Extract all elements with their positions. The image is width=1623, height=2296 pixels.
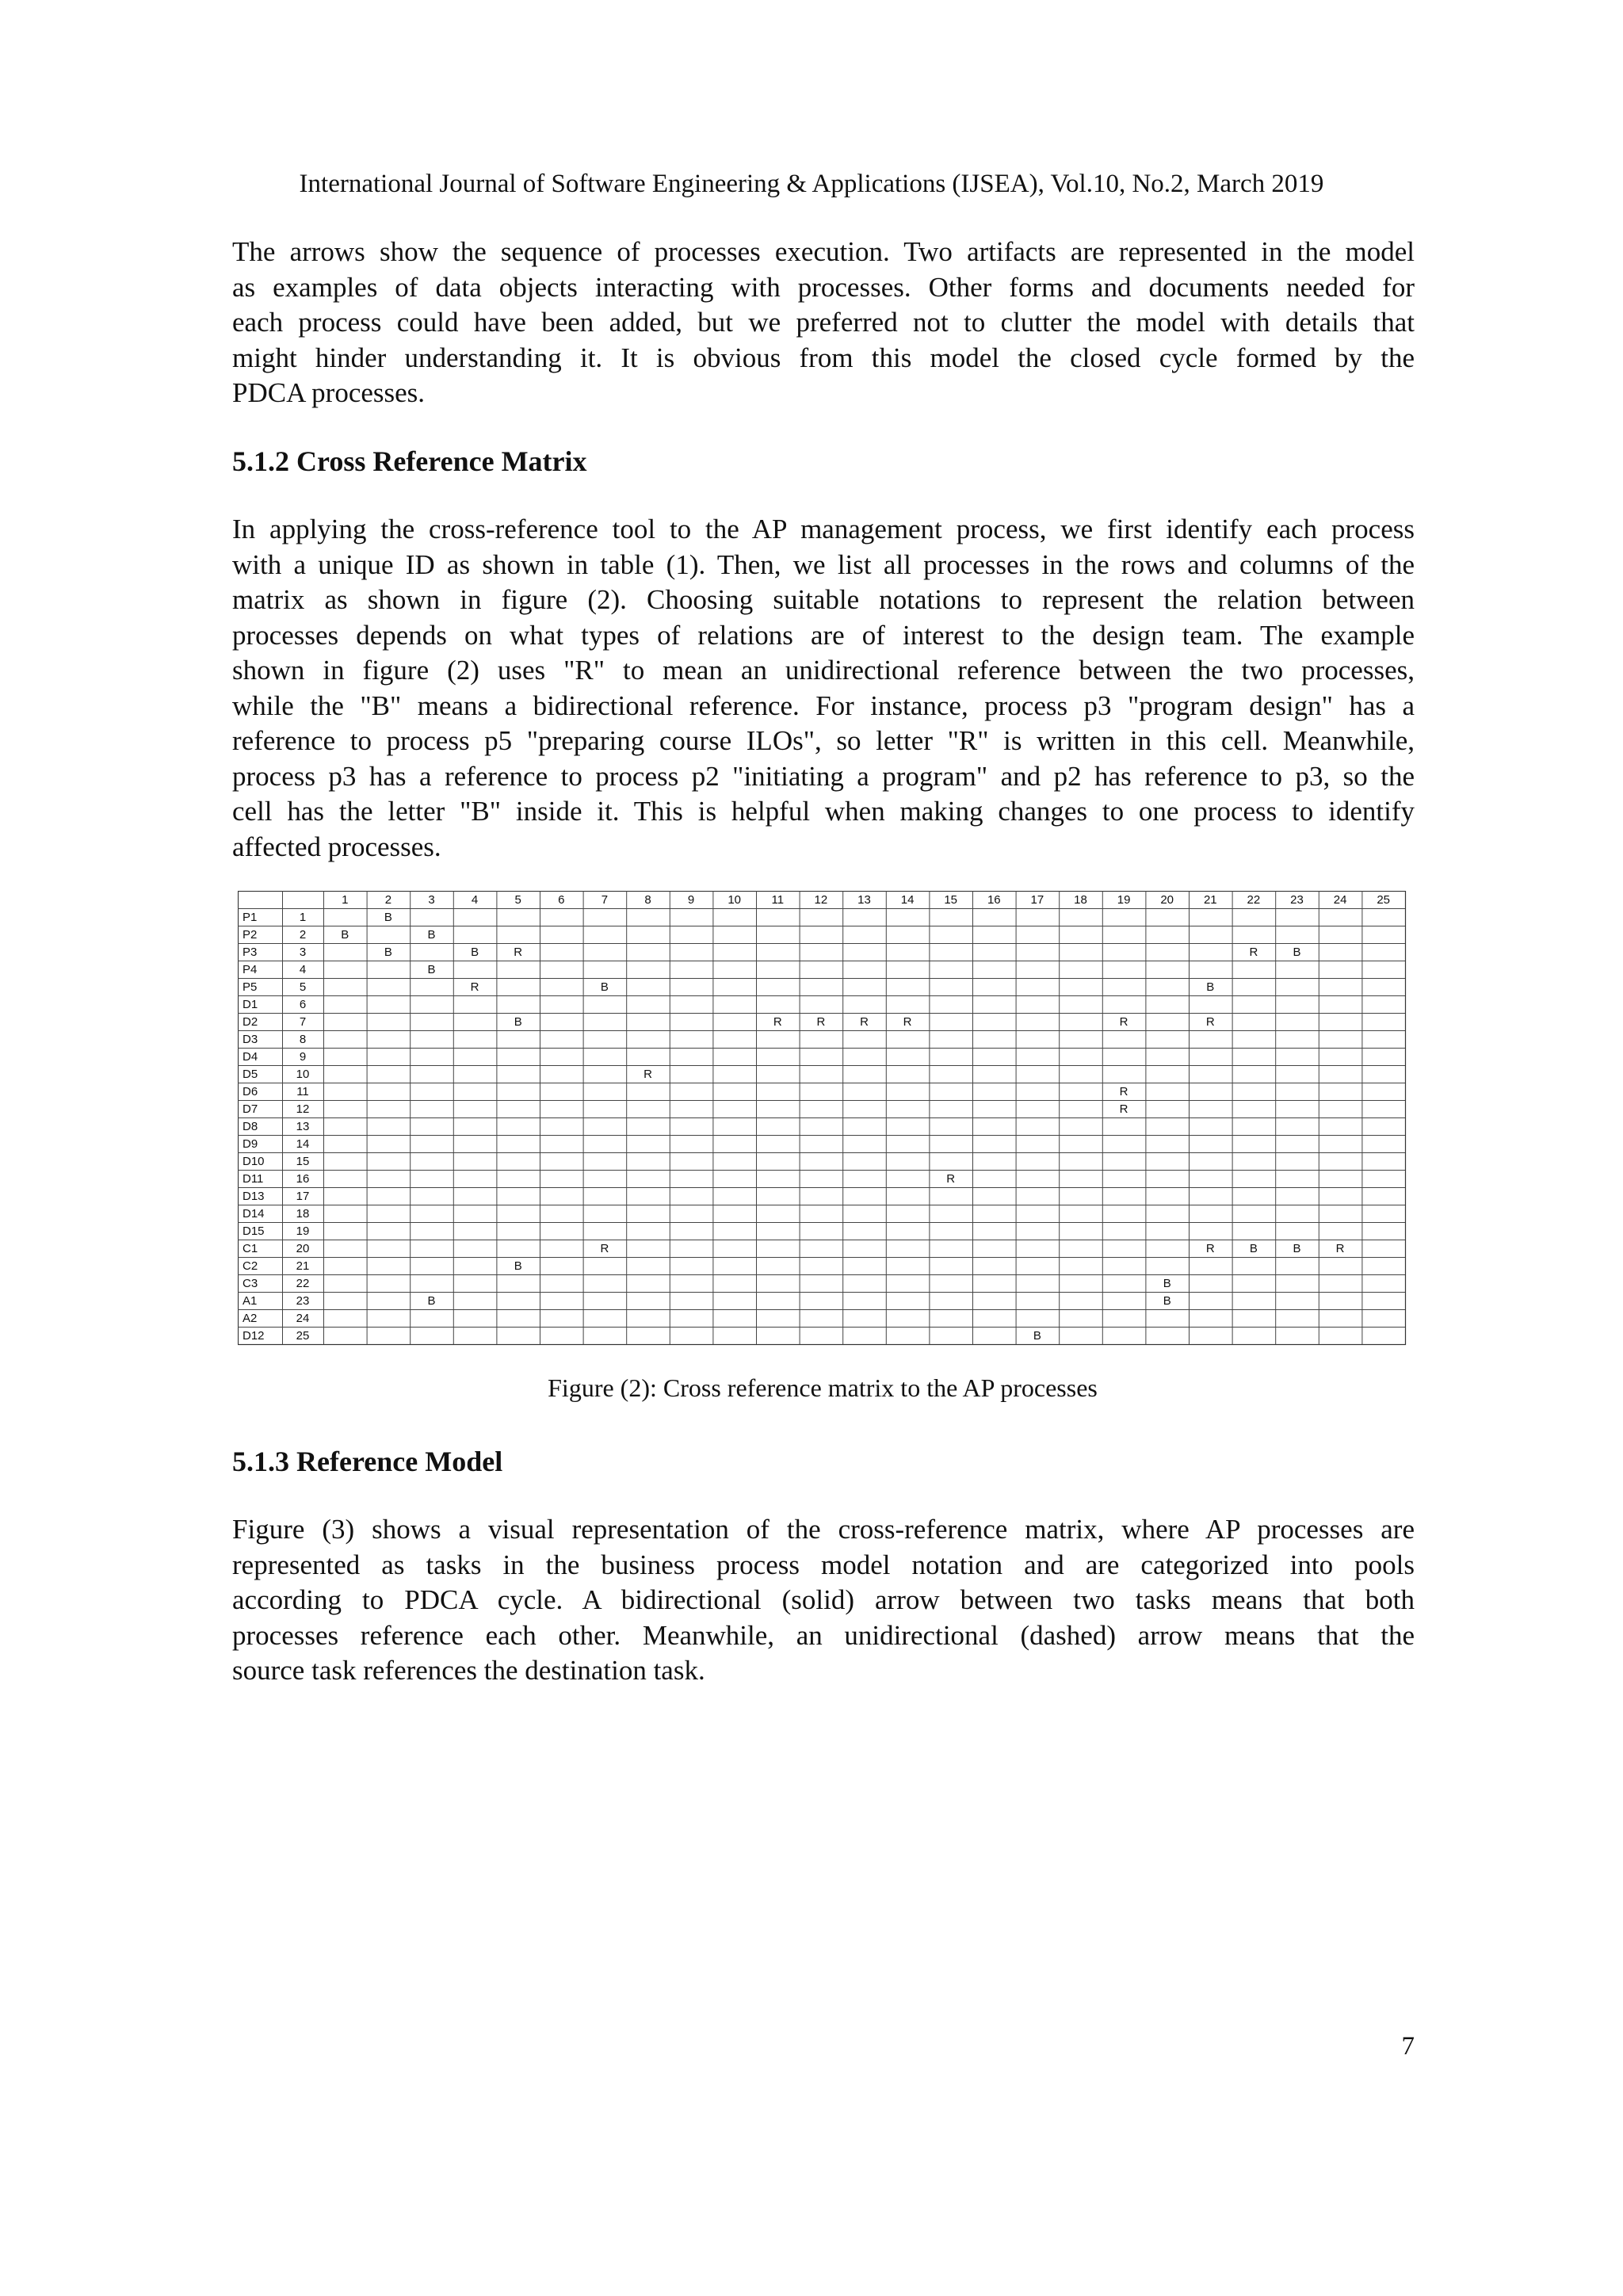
- matrix-cell-mark: R: [643, 1068, 652, 1081]
- row-number-label: 24: [296, 1312, 310, 1325]
- row-id-label: P4: [242, 963, 258, 976]
- row-number-label: 15: [296, 1155, 310, 1168]
- row-number-label: 16: [296, 1172, 310, 1186]
- matrix-cell-mark: R: [946, 1172, 956, 1186]
- column-header: 1: [342, 893, 349, 907]
- row-id-label: D5: [242, 1068, 258, 1081]
- text-line: each process could have been added, but we preferred not to clutter the model with details that: [232, 307, 1415, 338]
- matrix-cell-mark: R: [860, 1015, 869, 1029]
- matrix-cell-mark: R: [1335, 1242, 1345, 1255]
- column-header: 23: [1290, 893, 1304, 907]
- column-header: 14: [900, 893, 915, 907]
- column-header: 20: [1160, 893, 1174, 907]
- row-id-label: D9: [242, 1137, 258, 1151]
- column-header: 16: [987, 893, 1001, 907]
- text-line: as examples of data objects interacting with processes. Other forms and documents needed for: [232, 271, 1415, 303]
- row-id-label: P2: [242, 928, 258, 942]
- row-number-label: 25: [296, 1329, 310, 1343]
- row-number-label: 11: [296, 1085, 309, 1098]
- matrix-cell-mark: B: [471, 946, 479, 959]
- column-header: 21: [1203, 893, 1217, 907]
- row-number-label: 4: [299, 963, 307, 976]
- column-header: 25: [1377, 893, 1391, 907]
- matrix-cell-mark: R: [514, 946, 523, 959]
- matrix-cell-mark: B: [1163, 1277, 1171, 1290]
- matrix-cell-mark: R: [470, 980, 479, 994]
- column-header: 2: [384, 893, 392, 907]
- text-line: PDCA processes.: [232, 377, 426, 408]
- paragraph-arrows: [232, 235, 1415, 411]
- figure-caption: Figure (2): Cross reference matrix to the AP processes: [548, 1373, 1098, 1402]
- row-number-label: 1: [299, 911, 307, 924]
- matrix-cell-mark: R: [903, 1015, 912, 1029]
- row-id-label: P3: [242, 946, 258, 959]
- row-number-label: 18: [296, 1207, 310, 1221]
- column-header: 4: [471, 893, 479, 907]
- text-line: shown in figure (2) uses "R" to mean an unidirectional reference between the two processes,: [232, 655, 1415, 686]
- column-header: 7: [601, 893, 609, 907]
- column-header: 10: [727, 893, 742, 907]
- row-id-label: A1: [242, 1294, 258, 1308]
- row-number-label: 2: [299, 928, 307, 942]
- row-number-label: 9: [299, 1050, 307, 1064]
- row-id-label: D7: [242, 1102, 258, 1116]
- row-number-label: 20: [296, 1242, 310, 1255]
- matrix-cell-mark: R: [1205, 1242, 1215, 1255]
- row-number-label: 13: [296, 1120, 310, 1133]
- matrix-cell-mark: R: [1205, 1015, 1215, 1029]
- text-line: processes depends on what types of relations are of interest to the design team. The example: [232, 619, 1415, 651]
- row-number-label: 19: [296, 1224, 310, 1238]
- text-line: according to PDCA cycle. A bidirectional (solid) arrow between two tasks means that both: [232, 1584, 1415, 1615]
- matrix-cell-mark: R: [773, 1015, 782, 1029]
- section-heading-5-1-2: 5.1.2 Cross Reference Matrix: [232, 445, 587, 477]
- row-number-label: 22: [296, 1277, 310, 1290]
- matrix-cell-mark: B: [384, 946, 392, 959]
- matrix-cell-mark: B: [1163, 1294, 1171, 1308]
- matrix-cell-mark: R: [816, 1015, 826, 1029]
- row-number-label: 17: [296, 1190, 310, 1203]
- running-header: International Journal of Software Engineering & Applications (IJSEA), Vol.10, No.2, March 2019: [299, 170, 1324, 198]
- matrix-cell-mark: R: [600, 1242, 609, 1255]
- matrix-cell-mark: B: [384, 911, 392, 924]
- text-line: cell has the letter "B" inside it. This is helpful when making changes to one process to identify: [232, 796, 1415, 827]
- row-id-label: D4: [242, 1050, 258, 1064]
- row-id-label: D1: [242, 998, 258, 1011]
- matrix-cell-mark: B: [427, 928, 436, 942]
- text-line: affected processes.: [232, 831, 441, 862]
- matrix-cell-mark: R: [1119, 1102, 1128, 1116]
- column-header: 13: [857, 893, 871, 907]
- column-header: 22: [1247, 893, 1261, 907]
- paragraph-reference-model: [232, 1512, 1415, 1689]
- row-id-label: P1: [242, 911, 258, 924]
- row-number-label: 14: [296, 1137, 310, 1151]
- text-line: matrix as shown in figure (2). Choosing suitable notations to represent the relation between: [232, 584, 1415, 615]
- column-header: 12: [814, 893, 828, 907]
- row-id-label: D13: [242, 1190, 265, 1203]
- row-number-label: 10: [296, 1068, 310, 1081]
- text-line: with a unique ID as shown in table (1). Then, we list all processes in the rows and columns of the: [232, 548, 1415, 580]
- row-id-label: C2: [242, 1259, 258, 1273]
- matrix-cell-mark: R: [1119, 1015, 1128, 1029]
- column-header: 24: [1333, 893, 1347, 907]
- column-header: 9: [687, 893, 695, 907]
- text-line: Figure (3) shows a visual representation of the cross-reference matrix, where AP processes are: [232, 1514, 1415, 1545]
- row-id-label: D12: [242, 1329, 265, 1343]
- row-id-label: C3: [242, 1277, 258, 1290]
- column-header: 18: [1074, 893, 1087, 907]
- matrix-cell-mark: B: [1206, 980, 1215, 994]
- text-line: might hinder understanding it. It is obvious from this model the closed cycle formed by the: [232, 342, 1415, 373]
- column-header: 5: [514, 893, 521, 907]
- row-id-label: D3: [242, 1033, 258, 1046]
- row-id-label: C1: [242, 1242, 258, 1255]
- matrix-cell-mark: B: [1033, 1329, 1041, 1343]
- matrix-cell-mark: B: [341, 928, 349, 942]
- matrix-cell-mark: B: [427, 963, 436, 976]
- row-number-label: 6: [299, 998, 307, 1011]
- row-id-label: D14: [242, 1207, 265, 1221]
- column-header: 11: [771, 893, 785, 907]
- row-number-label: 12: [296, 1102, 310, 1116]
- text-line: while the "B" means a bidirectional reference. For instance, process p3 "program design" has a: [232, 690, 1415, 721]
- paragraph-cross-reference: [232, 512, 1415, 865]
- row-number-label: 3: [299, 946, 307, 959]
- text-line: processes reference each other. Meanwhile, an unidirectional (dashed) arrow means that the: [232, 1619, 1415, 1651]
- text-line: source task references the destination task.: [232, 1655, 705, 1686]
- row-id-label: D10: [242, 1155, 265, 1168]
- matrix-cell-mark: B: [514, 1259, 522, 1273]
- column-header: 15: [944, 893, 958, 907]
- text-line: reference to process p5 "preparing course ILOs", so letter "R" is written in this cell. Meanwhile,: [232, 725, 1415, 756]
- row-number-label: 7: [299, 1015, 307, 1029]
- matrix-cell-mark: B: [514, 1015, 522, 1029]
- row-id-label: P5: [242, 980, 258, 994]
- row-number-label: 5: [299, 980, 307, 994]
- column-header: 8: [644, 893, 651, 907]
- matrix-cell-mark: B: [427, 1294, 436, 1308]
- column-header: 19: [1117, 893, 1131, 907]
- text-line: The arrows show the sequence of processes execution. Two artifacts are represented in the model: [232, 236, 1415, 267]
- column-header: 3: [428, 893, 435, 907]
- cross-reference-matrix: [238, 891, 1407, 1346]
- row-id-label: D11: [242, 1172, 264, 1186]
- column-header: 17: [1030, 893, 1044, 907]
- matrix-cell-mark: R: [1249, 946, 1258, 959]
- row-id-label: D15: [242, 1224, 265, 1238]
- page-number: 7: [1401, 2032, 1415, 2061]
- matrix-cell-mark: R: [1119, 1085, 1128, 1098]
- text-line: process p3 has a reference to process p2 "initiating a program" and p2 has reference to p3, so the: [232, 760, 1415, 792]
- row-id-label: D6: [242, 1085, 258, 1098]
- column-header: 6: [558, 893, 565, 907]
- text-line: represented as tasks in the business process model notation and are categorized into pools: [232, 1549, 1415, 1580]
- matrix-cell-mark: B: [600, 980, 609, 994]
- row-id-label: D8: [242, 1120, 258, 1133]
- row-number-label: 21: [296, 1259, 310, 1273]
- row-number-label: 23: [296, 1294, 310, 1308]
- row-id-label: D2: [242, 1015, 258, 1029]
- matrix-cell-mark: B: [1293, 946, 1301, 959]
- matrix-cell-mark: B: [1249, 1242, 1258, 1255]
- text-line: In applying the cross-reference tool to the AP management process, we first identify each process: [232, 514, 1415, 544]
- row-number-label: 8: [299, 1033, 307, 1046]
- matrix-cell-mark: B: [1293, 1242, 1301, 1255]
- section-heading-5-1-3: 5.1.3 Reference Model: [232, 1446, 503, 1477]
- row-id-label: A2: [242, 1312, 258, 1325]
